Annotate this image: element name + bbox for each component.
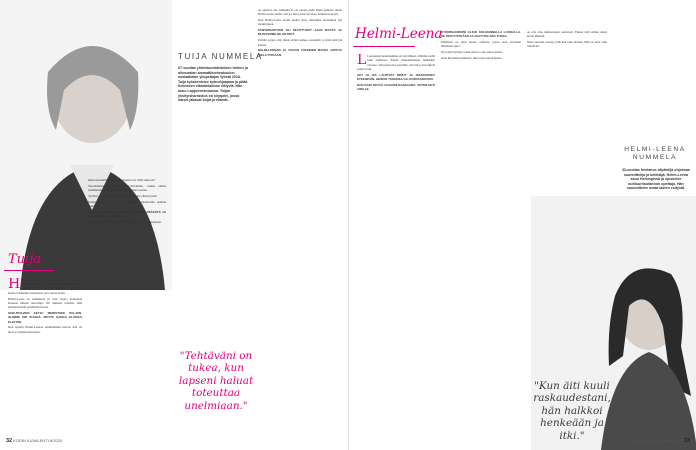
right-col2-p3: Nyt olen löytänyt oman tieni ja voin auttaa muita.	[441, 50, 503, 55]
right-col2-p4: Olen kiitollinen kaikesta, mitä olen saanut kokea.	[441, 55, 503, 60]
left-quote-text: "Tehtäväni on tukea, kun lapseni haluat toteuttaa unelmiaan."	[178, 350, 254, 412]
dropcap-l: L	[357, 54, 367, 68]
tuija-profile-bio: 67-vuotias yhteiskuntatieteiden tohtori ja oikeusalan ammattikorkeakoulun sosiaalialan yliopettajan työstä 2018. Tuija työskentelee työnohjaajana ja pitää tietoiseen elämäntaitoon liittyviä. Hän asuu Lappeenrannassa. Tuijan yksityisharrastus on kirjapiiri, jossa naiset jakavat kirjat ja elämät.	[178, 66, 248, 103]
left-col2-p2: Suorittamme mallit siirryi työtärimme, vaikka emme tiedämmekään lopullista tuloksena tänä vuonna.	[88, 183, 166, 193]
right-col2-p1: SYÖMISHÄIRIÖNI ALKOI KOLMANNELLA LUOKALLA. SE KESTI PITKÄÄN JA VAATI PALJON TUKEA.	[441, 30, 521, 39]
left-col2-p4: Pohjanmaalla puhuttiin ja jatkuvasti keskusteltiin elämän suunnasta.	[88, 199, 166, 208]
right-quote-text: "Kun äiti kuuli raskaudestani, hän halkkoi henkeään ja itki."	[533, 380, 611, 442]
right-col2-p2: Elämässä on ollut monia vaiheita, joissa olen tarvinnut läheisteni apua.	[441, 40, 521, 49]
right-col-3	[527, 30, 607, 190]
helmi-profile-name: HELMI-LEENA NUMMELA	[624, 146, 686, 161]
left-col1-p1: H Helmi-Leena syntyi vuonna 1967 Itä-Suomen pienessä kunnassa. Olin samaa eläkeikää kuin elämäntilanne: olimme vakioisen työpaikan kautta toisiimme tutustuneet pari vuotta sitten.	[8, 278, 82, 295]
left-col3-p5: HELMI-LEENAN JA TUIJAN YHTEINEN MATKA JATKUU VIELÄ PITKÄÄN.	[258, 48, 342, 57]
right-col3-p2: Näen tiessäni saavuja pitävänä kuin äidissä. Hän on aina ollut rinnallani.	[527, 40, 607, 49]
tuija-rule	[4, 270, 54, 271]
left-col3-p4: Pohdin paljon sitä, miten elämä kulkee eteenpäin ja mitä siitä jää käteen.	[258, 38, 342, 47]
left-col1-p4: Kun tapasin Helmi-Leenan ensimmäisen kerran, hän oli nuori ja täynnä innostusta.	[8, 325, 82, 334]
left-col1-p3: SUKUPOLVIEN KETJU MERKITSEE PALJON. OLIMME ERI IKÄISIÄ, MUTTA SAMAA ELÄMÄÄ ELETTIIN.	[8, 311, 82, 324]
left-col3-p1: on opittava me. Mimulla ei ole tapana pitää pitkiä puheita, mutta Helmi-Leena tietää, että jos hän jotain tarvitsee, kannattaa kysyä.	[258, 8, 342, 17]
right-col-1	[357, 54, 435, 430]
left-page-number: 32	[6, 438, 12, 444]
left-magazine-name: KODIN KUVALEHTI 6/2020	[13, 438, 63, 443]
left-col3-p2: Kun Helmi-Leena aloitti uuden työn, tunsimme molemmat sen merkityksen.	[258, 18, 342, 27]
right-col3-p1: on olta aina kiinnostunut asioistani. Ennen teitä emme olleet kovin läheisiä.	[527, 30, 607, 39]
right-pull-quote	[527, 380, 617, 442]
left-col2-p1: hänen ensimmäinen kysymyksensä oli: Mitä sinä teet?	[88, 178, 156, 182]
right-page	[348, 0, 696, 450]
left-col-1	[8, 278, 82, 428]
tuija-profile-name: TUIJA NUMMELA	[178, 52, 263, 61]
right-col1-p2: ÄITI JA ISÄ LÄHTIVÄT MINUT JA SISARUKSET ETEENPÄIN. HEIDÄN TUKENSA OLI KORVAAMATON.	[357, 72, 435, 81]
right-footer	[634, 438, 690, 444]
left-col2-p3: Työtilat olivat täynnä ihmisiä ja tehdimme yhteistyössä.	[88, 193, 158, 198]
right-col-2	[441, 30, 521, 430]
dropcap-h: H	[8, 278, 21, 292]
left-pull-quote	[176, 350, 256, 412]
helmi-profile-bio: 33-vuotias freelance-näyttelijä ohjelman suunnittelija ja kehittäjä. Helmi-Leena asuu Helsingissä ja opiskelee kulttuurituotannon opettaja. Hän suunnittelee omaa lasten esitystä.	[621, 168, 691, 191]
left-footer	[6, 438, 62, 444]
left-col2-p6: Olen puuttunut asiaan ja olen kannustanut häntä jatkamaan.	[88, 219, 162, 224]
helmi-rule	[353, 46, 415, 47]
left-col-2	[88, 178, 166, 428]
left-col1-p2: Helmi-Leena on kahdeksan ja viisi vuotta kouluajan Kaisaan lähtien nuorempi. Oli mukana erilaisia sekä yhteisiä hetkiä työelämän kautta.	[8, 296, 82, 310]
left-col2-p5: KAIKKI TYTTÖMME OVAT LÄHTENEET PESÄSTÄ JA KASVANEET AIKUISIKSI.	[88, 209, 166, 219]
right-magazine-name: 6/2020 KODIN KUVALEHTI	[633, 438, 683, 443]
right-col1-p3: KUN SAIN TIETÄÄ OLEVANI RASKAANA, SOITIN HETI ÄIDILLE.	[357, 82, 435, 92]
helmi-script-name: Helmi-Leena	[355, 26, 443, 42]
tuija-script-name: Tuija	[8, 252, 41, 267]
left-col-3	[258, 8, 342, 330]
left-col3-p3: PANTERIAIKTKIN OLI MUUTTUNUT AJAN MYÖTÄ JA MUISTAMME NE HETKET.	[258, 28, 342, 37]
right-page-number: 33	[684, 438, 690, 444]
right-col1-p1: L Lapsuuteni koulunamme oli tarvallinen. Olimme siellä kuin naimassa. Kaljin maksakuiskaan hämärästi taivasta. Tolat kertoivat perittäin, että äiti ja isä tekivät paljon töitä.	[357, 54, 435, 71]
